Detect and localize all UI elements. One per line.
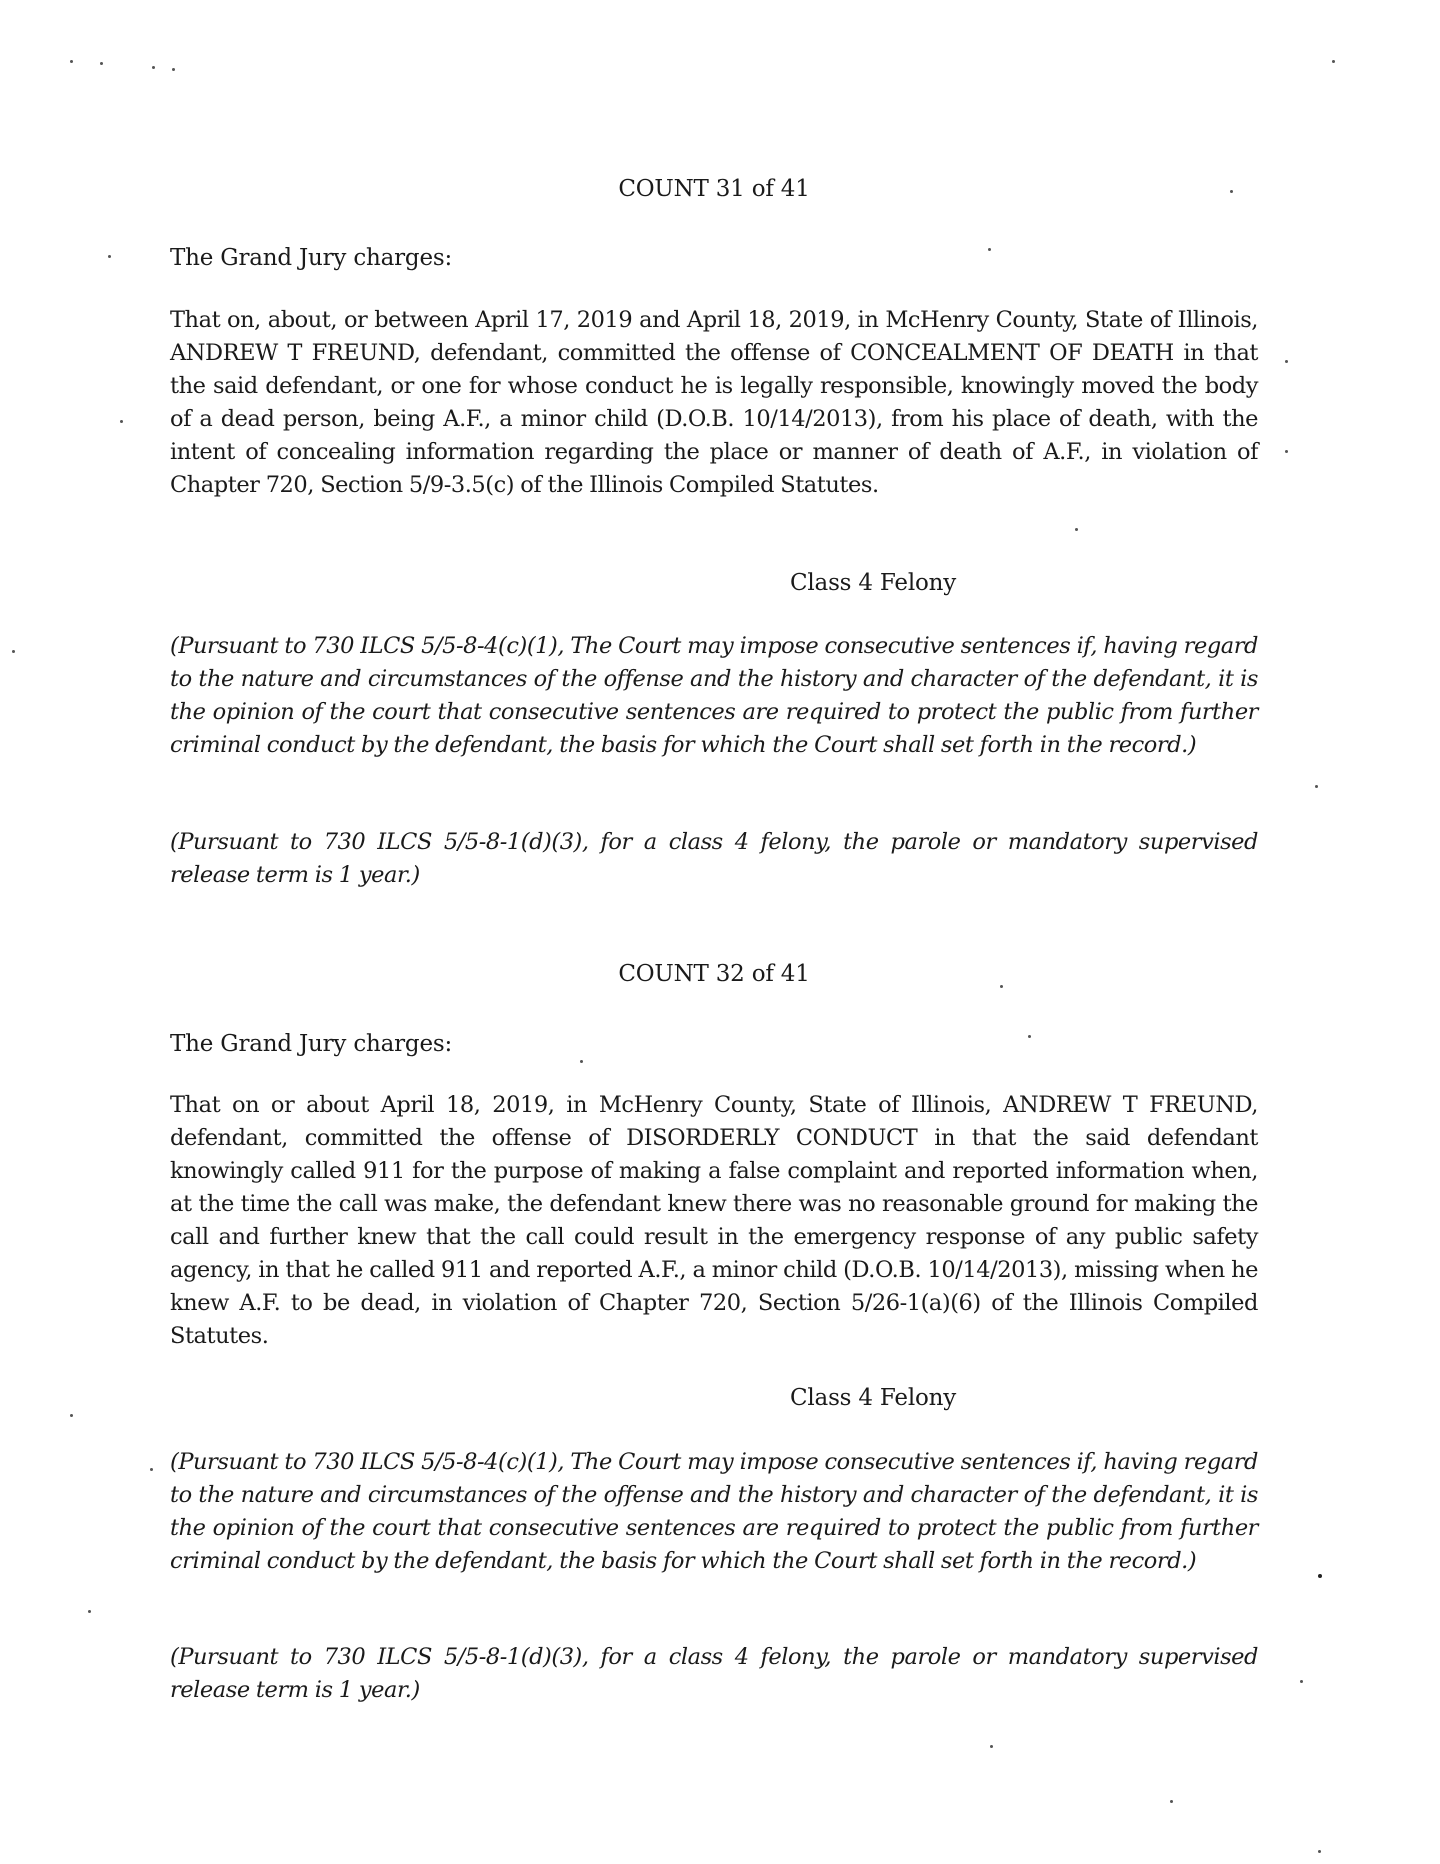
scan-speck: [1315, 785, 1318, 788]
scan-speck: [1332, 60, 1335, 63]
scan-speck: [990, 1745, 993, 1748]
scan-speck: [1028, 1035, 1031, 1038]
scan-speck: [1230, 190, 1233, 193]
scan-speck: [70, 1414, 73, 1417]
scan-speck: [152, 66, 155, 69]
charge-paragraph: That on or about April 18, 2019, in McHenry County, State of Illinois, ANDREW T FREUND, defendant, committed the offense of DISORDERLY CONDUCT in that the said defendant knowingly called 911 for the purpose of making a false complaint and reported information when, at the time the call was make, the defendant knew there was no reasonable ground for making the call and further knew that the call could result in the emergency response of any public safety agency, in that he called 911 and reported A.F., a minor child (D.O.B. 10/14/2013), missing when he knew A.F. to be dead, in violation of Chapter 720, Section 5/26-1(a)(6) of the Illinois Compiled Statutes.: [170, 1092, 1258, 1349]
grand-jury-charges-label: The Grand Jury charges:: [170, 245, 453, 271]
scan-speck: [70, 60, 73, 63]
scan-speck: [580, 1060, 583, 1063]
count-32-section: [170, 950, 1258, 1850]
scan-speck: [100, 62, 103, 65]
count-heading: COUNT 32 of 41: [618, 961, 810, 987]
scan-speck: [88, 1610, 91, 1613]
scan-speck: [1318, 1850, 1321, 1853]
scan-speck: [12, 650, 15, 653]
felony-class-label: Class 4 Felony: [790, 570, 957, 596]
count-heading: COUNT 31 of 41: [618, 176, 810, 202]
consecutive-sentence-note: (Pursuant to 730 ILCS 5/5-8-4(c)(1), The Court may impose consecutive sentences if, having regard to the nature and circumstances of the offense and the history and character of the defendant, it is the opinion of the court that consecutive sentences are required to protect the public from further criminal conduct by the defendant, the basis for which the Court shall set forth in the record.): [170, 1449, 1258, 1574]
scan-speck: [150, 1468, 153, 1471]
scan-speck: [1075, 528, 1078, 531]
scan-speck: [1170, 1800, 1173, 1803]
parole-term-note: (Pursuant to 730 ILCS 5/5-8-1(d)(3), for a class 4 felony, the parole or mandatory supervised release term is 1 year.): [170, 829, 1258, 888]
grand-jury-charges-label: The Grand Jury charges:: [170, 1031, 453, 1057]
count-31-section: [170, 0, 1258, 920]
scan-speck: [1300, 1680, 1303, 1683]
felony-class-label: Class 4 Felony: [790, 1385, 957, 1411]
scan-speck: [988, 248, 991, 251]
scan-speck: [1285, 450, 1288, 453]
charge-paragraph: That on, about, or between April 17, 2019 and April 18, 2019, in McHenry County, State of Illinois, ANDREW T FREUND, defendant, committed the offense of CONCEALMENT OF DEATH in that the said defendant, or one for whose conduct he is legally responsible, knowingly moved the body of a dead person, being A.F., a minor child (D.O.B. 10/14/2013), from his place of death, with the intent of concealing information regarding the place or manner of death of A.F., in violation of Chapter 720, Section 5/9-3.5(c) of the Illinois Compiled Statutes.: [170, 307, 1258, 498]
scan-speck: [120, 420, 123, 423]
consecutive-sentence-note: (Pursuant to 730 ILCS 5/5-8-4(c)(1), The Court may impose consecutive sentences if, having regard to the nature and circumstances of the offense and the history and character of the defendant, it is the opinion of the court that consecutive sentences are required to protect the public from further criminal conduct by the defendant, the basis for which the Court shall set forth in the record.): [170, 633, 1258, 758]
scan-speck: [1000, 985, 1003, 988]
scan-speck: [108, 255, 111, 258]
scan-speck: [1318, 1574, 1322, 1578]
parole-term-note: (Pursuant to 730 ILCS 5/5-8-1(d)(3), for a class 4 felony, the parole or mandatory supervised release term is 1 year.): [170, 1644, 1258, 1703]
scan-speck: [172, 68, 175, 71]
scan-speck: [1285, 360, 1288, 363]
